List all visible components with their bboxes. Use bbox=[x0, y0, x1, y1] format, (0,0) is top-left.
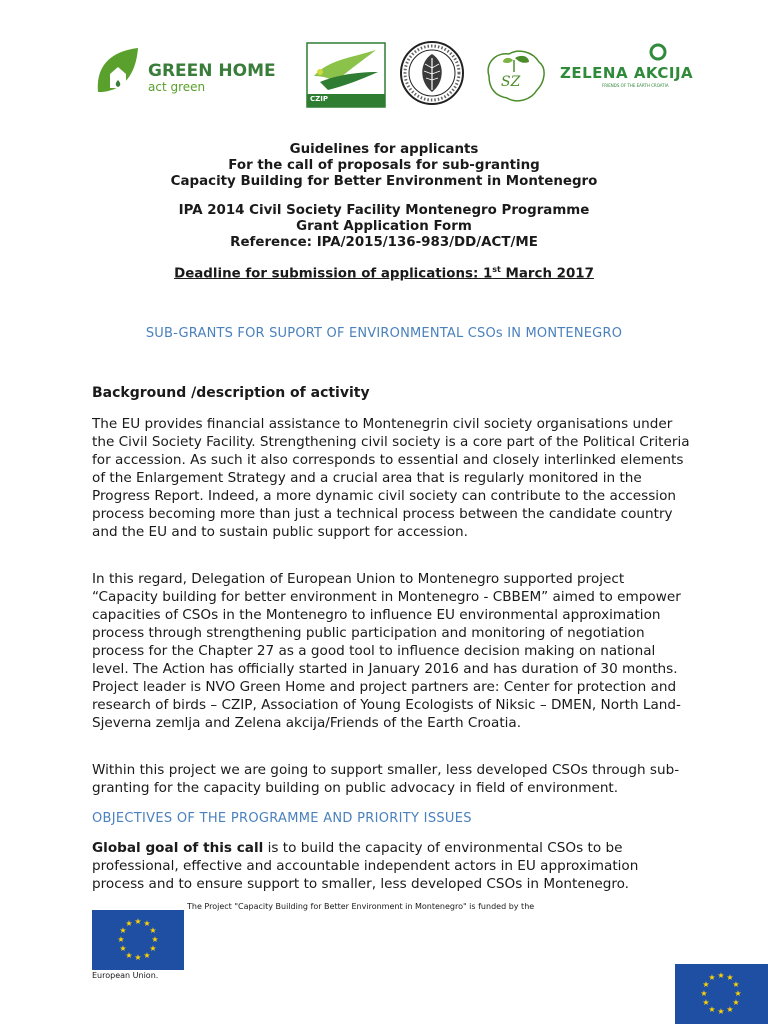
global-goal-bold: Global goal of this call bbox=[92, 840, 264, 856]
svg-text:★: ★ bbox=[732, 998, 740, 1007]
header-line-5: Grant Application Form bbox=[296, 219, 472, 234]
czip-label: CZIP bbox=[310, 95, 328, 103]
background-paragraph-3: Within this project we are going to support smaller, less developed CSOs through sub-granting for the capacity building on public advocacy in field of environment. bbox=[92, 762, 680, 796]
zelena-akcija-name: ZELENA AKCIJA bbox=[560, 64, 694, 82]
svg-text:★: ★ bbox=[734, 989, 742, 998]
zelena-akcija-sub: FRIENDS OF THE EARTH CROATIA bbox=[602, 83, 669, 88]
subgrants-title: SUB-GRANTS FOR SUPORT OF ENVIRONMENTAL CSOs IN MONTENEGRO bbox=[145, 326, 623, 341]
green-home-tagline: act green bbox=[148, 80, 206, 94]
svg-text:★: ★ bbox=[151, 935, 159, 944]
header-line-4: IPA 2014 Civil Society Facility Montenegro Programme bbox=[178, 203, 590, 218]
svg-text:★: ★ bbox=[708, 1005, 716, 1014]
czip-logo bbox=[306, 42, 386, 108]
global-goal-rest: is to build the capacity of environmental CSOs to be professional, effective and accountable independent actors in EU approximation process and to ensure support to smaller, less developed CSOs in Montenegro. bbox=[92, 840, 639, 892]
eu-flag-small bbox=[92, 910, 184, 970]
green-home-name: GREEN HOME bbox=[148, 61, 276, 81]
background-paragraph-1: The EU provides financial assistance to Montenegrin civil society organisations under the Civil Society Facility. Strengthening civil society is a core part of the Political Criteria for accession. As such it also corresponds to essential and closely interlinked elements of the Enlargement Strategy and a crucial area that is regularly monitored in the Progress Report. Indeed, a more dynamic civil society can contribute to the accession process becoming more than just a technical process between the candidate country and the EU and to sustain public support for accession. bbox=[92, 416, 690, 540]
programme-header bbox=[0, 203, 768, 251]
svg-text:★: ★ bbox=[702, 980, 710, 989]
svg-text:★: ★ bbox=[143, 951, 151, 960]
sjeverna-zemlja-logo bbox=[483, 46, 549, 106]
north-land-map-icon bbox=[483, 46, 549, 106]
svg-text:★: ★ bbox=[134, 917, 142, 926]
guidelines-header bbox=[0, 142, 768, 190]
svg-text:★: ★ bbox=[134, 953, 142, 962]
deadline-text: Deadline for submission of applications: 1 bbox=[174, 266, 493, 282]
dmen-seal-logo bbox=[399, 40, 465, 106]
svg-text:★: ★ bbox=[702, 998, 710, 1007]
svg-text:★: ★ bbox=[708, 973, 716, 982]
svg-text:★: ★ bbox=[726, 1005, 734, 1014]
svg-text:★: ★ bbox=[717, 971, 725, 980]
svg-text:★: ★ bbox=[726, 973, 734, 982]
svg-text:★: ★ bbox=[119, 944, 127, 953]
header-line-6: Reference: IPA/2015/136-983/DD/ACT/ME bbox=[230, 235, 538, 250]
deadline-tail: March 2017 bbox=[500, 266, 594, 282]
green-home-logo bbox=[92, 44, 276, 96]
svg-text:★: ★ bbox=[143, 919, 151, 928]
green-home-leaf-icon bbox=[92, 44, 144, 96]
leaf-seal-icon bbox=[399, 40, 465, 106]
funded-by-text: The Project "Capacity Building for Better Environment in Montenegro" is funded by the bbox=[187, 902, 535, 911]
objectives-title: OBJECTIVES OF THE PROGRAMME AND PRIORITY ISSUES bbox=[92, 811, 472, 826]
deadline-line bbox=[0, 265, 768, 281]
svg-text:★: ★ bbox=[125, 919, 133, 928]
svg-text:★: ★ bbox=[732, 980, 740, 989]
eu-flag-large bbox=[675, 964, 768, 1024]
header-line-2: For the call of proposals for sub-granting bbox=[228, 158, 540, 173]
svg-text:★: ★ bbox=[149, 944, 157, 953]
background-title: Background /description of activity bbox=[92, 385, 370, 401]
background-paragraph-2: In this regard, Delegation of European Union to Montenegro supported project “Capacity building for better environment in Montenegro - CBBEM” aimed to empower capacities of CSOs in the Montenegro to influence EU environmental approximation process through strengthening public participation and monitoring of negotiation process for the Chapter 27 as a good tool to influence decision making on national level. The Action has officially started in January 2016 and has duration of 30 months. Project leader is NVO Green Home and project partners are: Center for protection and research of birds – CZIP, Association of Young Ecologists of Niksic – DMEN, North Land-Sjeverna zemlja and Zelena akcija/Friends of the Earth Croatia. bbox=[92, 571, 681, 731]
svg-text:SZ: SZ bbox=[501, 74, 521, 90]
svg-text:★: ★ bbox=[125, 951, 133, 960]
svg-text:★: ★ bbox=[117, 935, 125, 944]
eu-stars-icon-large bbox=[675, 964, 768, 1024]
european-union-label: European Union. bbox=[92, 971, 159, 980]
deadline-sup: st bbox=[492, 265, 501, 274]
header-line-1: Guidelines for applicants bbox=[289, 142, 479, 157]
eu-stars-icon bbox=[92, 910, 184, 970]
svg-text:★: ★ bbox=[149, 926, 157, 935]
svg-text:★: ★ bbox=[119, 926, 127, 935]
header-line-3: Capacity Building for Better Environment in Montenegro bbox=[170, 174, 598, 189]
svg-text:★: ★ bbox=[700, 989, 708, 998]
global-goal-paragraph bbox=[92, 839, 692, 893]
zelena-akcija-logo bbox=[560, 42, 694, 92]
svg-text:★: ★ bbox=[717, 1007, 725, 1016]
zelena-akcija-ring-icon bbox=[560, 42, 674, 64]
